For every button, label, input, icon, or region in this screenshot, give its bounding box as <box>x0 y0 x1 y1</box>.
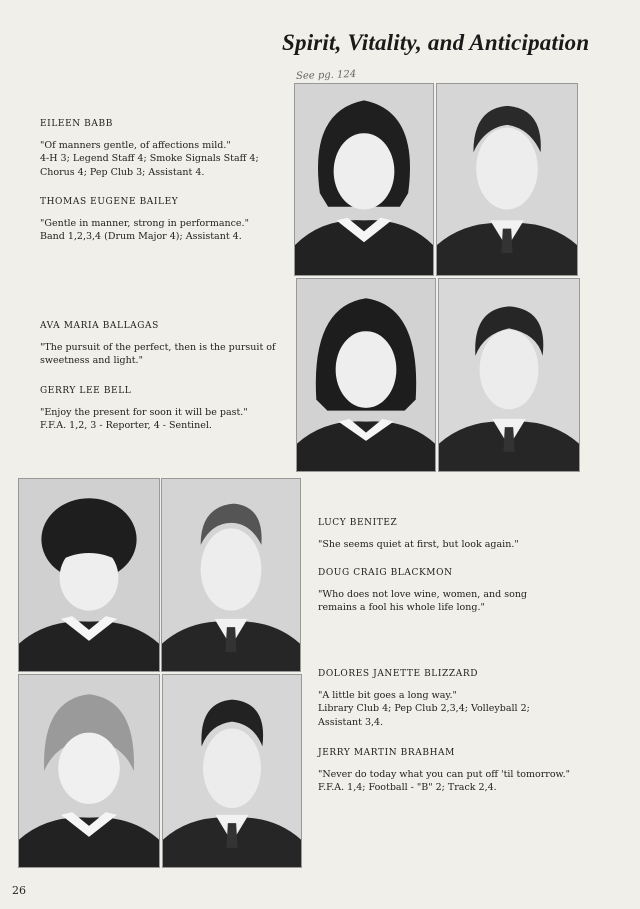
student-quote: "Gentle in manner, strong in performance." <box>40 218 249 230</box>
entry-gerry-lee-bell <box>40 385 285 433</box>
portrait-ava-maria-ballagas <box>296 278 436 472</box>
student-quote: "Of manners gentle, of affections mild." <box>40 140 231 152</box>
student-name: GERRY LEE BELL <box>40 386 132 396</box>
student-activities: F.F.A. 1,4; Football - "B" 2; Track 2,4. <box>318 782 497 794</box>
student-quote: "Who does not love wine, women, and song remains a fool his whole life long." <box>318 589 528 614</box>
entry-thomas-eugene-bailey <box>40 196 285 244</box>
student-activities: 4-H 3; Legend Staff 4; Smoke Signals Staff 4; Chorus 4; Pep Club 3; Assistant 4. <box>40 153 259 178</box>
student-quote: "Enjoy the present for soon it will be past." <box>40 407 248 419</box>
entry-lucy-benitez <box>318 517 573 551</box>
page-title: Spirit, Vitality, and Anticipation <box>282 30 590 55</box>
portrait-lucy-benitez <box>18 478 160 672</box>
student-name: EILEEN BABB <box>40 119 113 129</box>
entry-jerry-martin-brabham <box>318 747 570 795</box>
student-name: DOLORES JANETTE BLIZZARD <box>318 669 479 679</box>
entry-doug-craig-blackmon <box>318 567 568 615</box>
student-quote: "She seems quiet at first, but look again." <box>318 539 519 551</box>
student-name: THOMAS EUGENE BAILEY <box>40 197 179 207</box>
student-quote: "The pursuit of the perfect, then is the pursuit of sweetness and light." <box>40 342 276 367</box>
portrait-dolores-janette-blizzard <box>18 674 160 868</box>
handwritten-note: See pg. 124 <box>295 68 357 83</box>
student-quote: "A little bit goes a long way." <box>318 690 457 702</box>
student-activities: Library Club 4; Pep Club 2,3,4; Volleyball 2; Assistant 3,4. <box>318 703 530 728</box>
entry-dolores-janette-blizzard <box>318 668 568 729</box>
student-name: JERRY MARTIN BRABHAM <box>318 748 455 758</box>
entry-ava-maria-ballagas <box>40 320 285 368</box>
entry-eileen-babb <box>40 118 285 179</box>
portrait-eileen-babb <box>294 83 434 276</box>
portrait-doug-craig-blackmon <box>161 478 301 672</box>
student-activities: Band 1,2,3,4 (Drum Major 4); Assistant 4. <box>40 231 242 243</box>
student-quote: "Never do today what you can put off 'til tomorrow." <box>318 769 570 781</box>
student-activities: F.F.A. 1,2, 3 - Reporter, 4 - Sentinel. <box>40 420 212 432</box>
portrait-thomas-eugene-bailey <box>436 83 578 276</box>
student-name: LUCY BENITEZ <box>318 518 398 528</box>
page-number: 26 <box>12 884 26 897</box>
portrait-jerry-martin-brabham <box>162 674 302 868</box>
student-name: DOUG CRAIG BLACKMON <box>318 568 453 578</box>
portrait-gerry-lee-bell <box>438 278 580 472</box>
student-name: AVA MARIA BALLAGAS <box>40 321 159 331</box>
